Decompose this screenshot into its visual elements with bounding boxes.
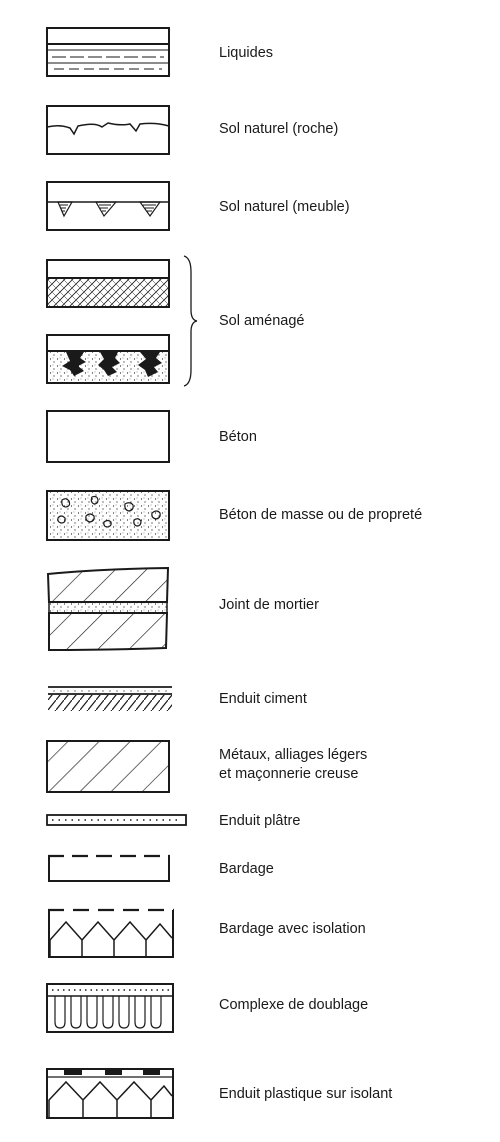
label-bardage: Bardage xyxy=(219,861,274,877)
mass-concrete-icon xyxy=(47,491,169,540)
group-brace xyxy=(184,256,197,386)
liquid-hatch-icon xyxy=(47,28,169,76)
label-sol-naturel-meuble: Sol naturel (meuble) xyxy=(219,199,350,215)
cement-render-icon xyxy=(48,687,172,711)
label-enduit-ciment: Enduit ciment xyxy=(219,691,307,707)
developed-soil-icon xyxy=(47,256,197,386)
mortar-joint-icon xyxy=(48,568,168,650)
label-joint-mortier: Joint de mortier xyxy=(219,597,319,613)
lining-complex-icon xyxy=(47,984,173,1032)
label-bardage-isolation: Bardage avec isolation xyxy=(219,921,366,937)
plastic-render-icon xyxy=(47,1069,173,1118)
label-enduit-platre: Enduit plâtre xyxy=(219,813,301,829)
label-metaux-line1: Métaux, alliages légers xyxy=(219,747,368,763)
concrete-icon xyxy=(47,411,169,462)
label-complexe-doublage: Complexe de doublage xyxy=(219,997,369,1013)
label-beton-masse: Béton de masse ou de propreté xyxy=(219,507,423,523)
label-beton: Béton xyxy=(219,429,257,445)
label-sol-naturel-roche: Sol naturel (roche) xyxy=(219,121,339,137)
label-liquides: Liquides xyxy=(219,45,274,61)
label-metaux-line2: et maçonnerie creuse xyxy=(219,766,359,782)
plaster-render-icon xyxy=(47,815,186,825)
label-enduit-plastique: Enduit plastique sur isolant xyxy=(219,1086,393,1102)
metal-hatch-icon xyxy=(47,741,169,792)
label-sol-amenage: Sol aménagé xyxy=(219,313,305,329)
loose-soil-icon xyxy=(47,182,169,230)
cladding-icon xyxy=(48,856,170,881)
insulated-cladding-icon xyxy=(48,910,174,957)
rock-soil-icon xyxy=(47,106,169,154)
